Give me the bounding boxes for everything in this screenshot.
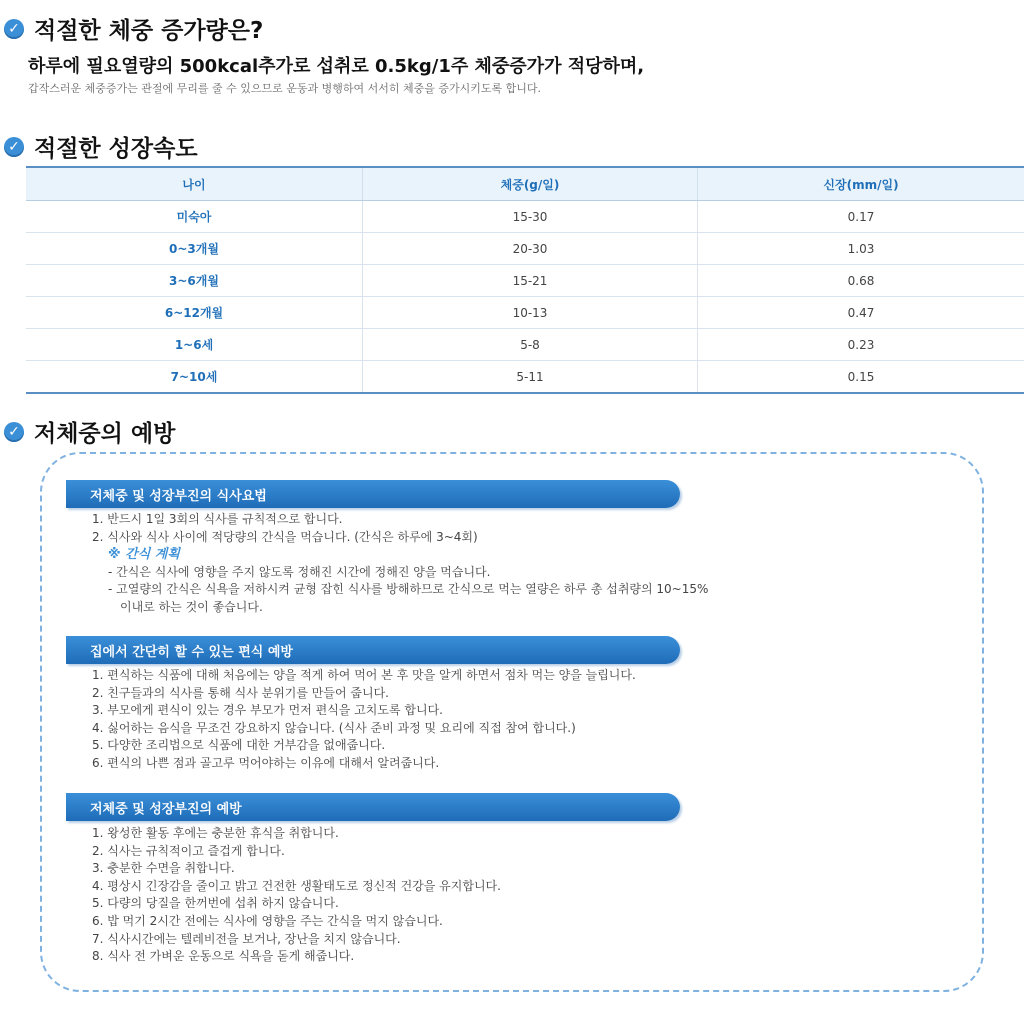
check-icon: ✓ [4, 137, 24, 157]
table-row [26, 201, 1024, 233]
cell-height: 1.03 [698, 233, 1024, 265]
list-item: 3. 부모에게 편식이 있는 경우 부모가 먼저 편식을 고치도록 합니다. [92, 703, 443, 718]
list-item: 2. 식사는 규칙적이고 즐겁게 합니다. [92, 843, 285, 858]
cell-age: 1~6세 [26, 329, 363, 361]
weight-gain-headline: 하루에 필요열량의 500kcal추가로 섭취로 0.5kg/1주 체중증가가 적당하며, [28, 56, 645, 77]
box-title-diet-therapy: 저체중 및 성장부진의 식사요법 [66, 480, 680, 508]
growth-rate-table [26, 166, 1024, 394]
cell-weight: 15-21 [363, 265, 698, 297]
col-header-age: 나이 [26, 167, 363, 201]
check-icon: ✓ [4, 19, 24, 39]
list-item: 4. 싫어하는 음식을 무조건 강요하지 않습니다. (식사 준비 과정 및 요리에 직접 참여 합니다.) [92, 720, 576, 735]
list-item: 7. 식사시간에는 텔레비전을 보거나, 장난을 치지 않습니다. [92, 931, 401, 946]
cell-weight: 10-13 [363, 297, 698, 329]
table-header-row [26, 167, 1024, 201]
diet-therapy-list [92, 511, 708, 617]
list-item: 2. 친구들과의 식사를 통해 식사 분위기를 만들어 줍니다. [92, 685, 389, 700]
section-prevention-heading [0, 415, 175, 448]
table-row [26, 265, 1024, 297]
cell-weight: 5-11 [363, 361, 698, 394]
weight-gain-note: 갑작스러운 체중증가는 관절에 무리를 줄 수 있으므로 운동과 병행하여 서서히 체중을 증가시키도록 합니다. [28, 82, 541, 95]
list-item: - 고열량의 간식은 식욕을 저하시켜 균형 잡힌 식사를 방해하므로 간식으로 먹는 열량은 하루 총 섭취량의 10~15% [108, 582, 709, 597]
check-icon: ✓ [4, 422, 24, 442]
cell-weight: 15-30 [363, 201, 698, 233]
section-growth-rate-heading [0, 130, 198, 163]
list-item: 6. 밥 먹기 2시간 전에는 식사에 영향을 주는 간식을 먹지 않습니다. [92, 913, 443, 928]
section-title: 저체중의 예방 [34, 421, 176, 447]
cell-age: 7~10세 [26, 361, 363, 394]
table-row [26, 329, 1024, 361]
cell-height: 0.68 [698, 265, 1024, 297]
list-item: 6. 편식의 나쁜 점과 골고루 먹어야하는 이유에 대해서 알려줍니다. [92, 755, 440, 770]
list-item: 3. 충분한 수면을 취합니다. [92, 861, 235, 876]
col-header-weight: 체중(g/일) [363, 167, 698, 201]
list-item: 8. 식사 전 가벼운 운동으로 식욕을 돋게 해줍니다. [92, 949, 355, 964]
list-item: 5. 다량의 당질을 한꺼번에 섭취 하지 않습니다. [92, 896, 339, 911]
list-item: 1. 반드시 1일 3회의 식사를 규칙적으로 합니다. [92, 512, 343, 526]
cell-weight: 5-8 [363, 329, 698, 361]
underweight-prevention-list [92, 825, 501, 966]
table-row [26, 297, 1024, 329]
cell-height: 0.17 [698, 201, 1024, 233]
box-title-underweight-prevention: 저체중 및 성장부진의 예방 [66, 793, 680, 821]
section-weight-gain-heading [0, 12, 263, 45]
cell-height: 0.47 [698, 297, 1024, 329]
list-item: 5. 다양한 조리법으로 식품에 대한 거부감을 없애줍니다. [92, 738, 386, 753]
list-item: 이내로 하는 것이 좋습니다. [120, 599, 263, 614]
box-title-picky-eating: 집에서 간단히 할 수 있는 편식 예방 [66, 636, 680, 664]
list-item: 1. 편식하는 식품에 대해 처음에는 양을 적게 하여 먹어 본 후 맛을 알게 하면서 점차 먹는 양을 늘립니다. [92, 668, 636, 682]
cell-age: 0~3개월 [26, 233, 363, 265]
col-header-height: 신장(mm/일) [698, 167, 1024, 201]
cell-height: 0.23 [698, 329, 1024, 361]
list-item: 1. 왕성한 활동 후에는 충분한 휴식을 취합니다. [92, 826, 339, 840]
table-row [26, 233, 1024, 265]
cell-age: 3~6개월 [26, 265, 363, 297]
cell-height: 0.15 [698, 361, 1024, 394]
cell-weight: 20-30 [363, 233, 698, 265]
picky-eating-list [92, 667, 636, 773]
cell-age: 미숙아 [26, 201, 363, 233]
table-row [26, 361, 1024, 394]
list-item: - 간식은 식사에 영향을 주지 않도록 정해진 시간에 정해진 양을 먹습니다. [108, 564, 491, 579]
section-title: 적절한 성장속도 [34, 136, 198, 162]
cell-age: 6~12개월 [26, 297, 363, 329]
section-title: 적절한 체중 증가량은? [34, 18, 264, 44]
snack-plan-subheading: ※ 간식 계획 [108, 547, 180, 563]
list-item: 4. 평상시 긴장감을 줄이고 밝고 건전한 생활태도로 정신적 건강을 유지합니다. [92, 878, 501, 893]
list-item: 2. 식사와 식사 사이에 적당량의 간식을 먹습니다. (간식은 하루에 3~4회) [92, 529, 478, 544]
